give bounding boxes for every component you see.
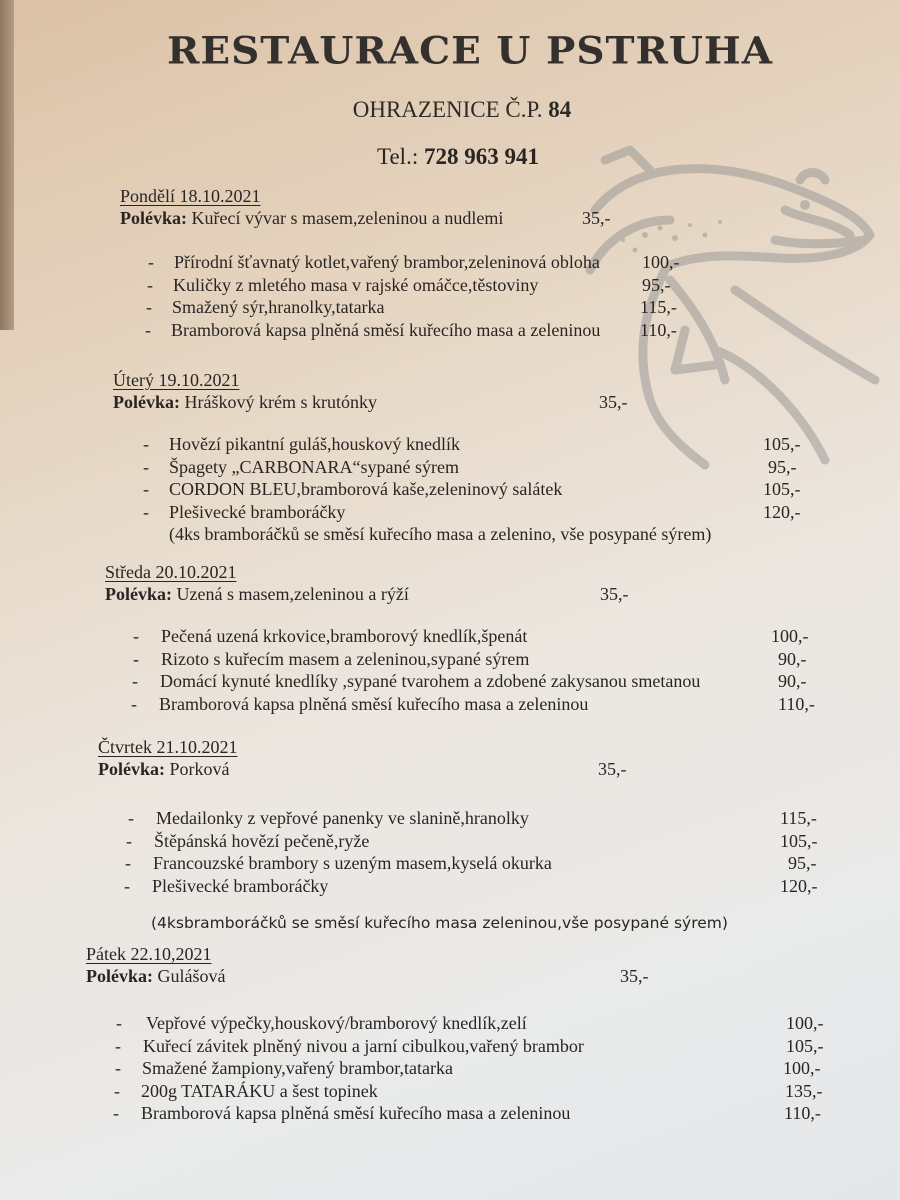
item-name: Bramborová kapsa plněná směsí kuřecího masa a zeleninou: [141, 1103, 571, 1123]
day-heading: Čtvrtek 21.10.2021: [98, 737, 238, 757]
item-price: 105,-: [763, 434, 801, 454]
soup-row: [105, 584, 629, 606]
item-name: Plešivecké bramboráčky: [169, 501, 346, 522]
item-note: (4ksbramboráčků se směsí kuřecího masa zeleninou,vše posypané sýrem): [151, 914, 728, 932]
menu-item: [113, 456, 797, 480]
soup-row: [86, 966, 649, 988]
item-name: Kuličky z mletého masa v rajské omáčce,těstoviny: [173, 274, 539, 295]
soup-label: Polévka:: [105, 584, 172, 604]
menu-item: [113, 479, 801, 502]
item-price: 90,-: [778, 648, 807, 669]
item-name: Bramborová kapsa plněná směsí kuřecího masa a zeleninou: [171, 319, 601, 340]
address-street: OHRAZENICE Č.P.: [352, 97, 543, 122]
item-name: Bramborová kapsa plněná směsí kuřecího masa a zeleninou: [159, 693, 589, 714]
bullet-dash: -: [125, 853, 131, 873]
bullet-dash: -: [114, 1080, 120, 1101]
item-price: 115,-: [640, 297, 677, 317]
soup-price: 35,-: [598, 759, 627, 779]
item-price: 100,-: [783, 1058, 821, 1078]
soup-label: Polévka:: [98, 759, 165, 779]
soup-name: Porková: [169, 759, 230, 779]
menu-item: [120, 252, 680, 275]
soup-label: Polévka:: [113, 392, 180, 412]
item-name: Špagety „CARBONARA“sypané sýrem: [169, 456, 459, 477]
item-note: (4ks bramboráčků se směsí kuřecího masa a zelenino, vše posypané sýrem): [169, 524, 712, 544]
item-name: Plešivecké bramboráčky: [152, 875, 329, 896]
item-name: Štěpánská hovězí pečeně,ryže: [154, 830, 370, 851]
bullet-dash: -: [116, 1013, 122, 1033]
item-name: Vepřové výpečky,houskový/bramborový knedlík,zelí: [146, 1013, 527, 1033]
day-section-thursday: [98, 737, 818, 932]
item-name: Medailonky z vepřové panenky ve slanině,hranolky: [156, 808, 529, 828]
item-name: CORDON BLEU,bramborová kaše,zeleninový salátek: [169, 479, 563, 499]
item-name: Pečená uzená krkovice,bramborový knedlík,špenát: [161, 626, 528, 646]
bullet-dash: -: [133, 626, 139, 646]
item-price: 100,-: [642, 252, 680, 272]
restaurant-name: RESTAURACE U PSTRUHA: [166, 29, 774, 73]
bullet-dash: -: [124, 875, 130, 896]
phone-number: 728 963 941: [423, 144, 539, 169]
item-price: 135,-: [785, 1080, 823, 1101]
day-heading: Pondělí 18.10.2021: [120, 186, 261, 206]
menu-item: [120, 319, 677, 343]
soup-price: 35,-: [599, 392, 628, 412]
item-price: 100,-: [771, 626, 809, 646]
soup-price: 35,-: [582, 208, 611, 228]
menu-item: [86, 1080, 823, 1104]
soup-price: 35,-: [620, 966, 649, 986]
item-price: 120,-: [780, 875, 818, 896]
item-price: 100,-: [786, 1013, 824, 1033]
item-name: Domácí kynuté knedlíky ,sypané tvarohem a zdobené zakysanou smetanou: [160, 671, 701, 691]
item-price: 105,-: [780, 830, 818, 851]
soup-name: Uzená s masem,zeleninou a rýží: [176, 584, 409, 604]
menu-item: [98, 875, 818, 899]
item-price: 90,-: [778, 671, 807, 691]
item-name: Rizoto s kuřecím masem a zeleninou,sypané sýrem: [161, 648, 530, 669]
address-number: 84: [548, 97, 572, 122]
item-name: 200g TATARÁKU a šest topinek: [141, 1080, 378, 1101]
item-name: Kuřecí závitek plněný nivou a jarní cibulkou,vařený brambor: [143, 1035, 584, 1056]
soup-name: Gulášová: [157, 966, 226, 986]
soup-label: Polévka:: [86, 966, 153, 986]
bullet-dash: -: [146, 297, 152, 317]
menu-item: [105, 626, 809, 649]
menu-item: [120, 274, 671, 298]
menu-item: [86, 1013, 824, 1036]
restaurant-address: [12, 97, 900, 123]
bullet-dash: -: [132, 671, 138, 691]
soup-name: Hráškový krém s krutónky: [184, 392, 377, 412]
item-price: 95,-: [642, 274, 671, 295]
bullet-dash: -: [131, 693, 137, 714]
soup-row: [120, 208, 611, 230]
menu-item: [105, 693, 815, 717]
soup-name: Kuřecí vývar s masem,zeleninou a nudlemi: [191, 208, 504, 228]
day-section-monday: [120, 186, 680, 342]
bullet-dash: -: [143, 479, 149, 499]
item-price: 115,-: [780, 808, 817, 828]
menu-item: [86, 1035, 824, 1059]
day-section-friday: [86, 944, 824, 1126]
day-heading: Pátek 22.10,2021: [86, 944, 212, 964]
bullet-dash: -: [143, 456, 149, 477]
bullet-dash: -: [145, 319, 151, 340]
menu-item: [113, 501, 801, 525]
bullet-dash: -: [148, 252, 154, 272]
item-price: 120,-: [763, 501, 801, 522]
item-price: 110,-: [784, 1103, 821, 1123]
menu-item: [120, 297, 677, 320]
item-name: Hovězí pikantní guláš,houskový knedlík: [169, 434, 460, 454]
day-heading: Úterý 19.10.2021: [113, 370, 240, 390]
item-name: Francouzské brambory s uzeným masem,kyselá okurka: [153, 853, 552, 873]
bullet-dash: -: [115, 1035, 121, 1056]
bullet-dash: -: [113, 1103, 119, 1123]
bullet-dash: -: [128, 808, 134, 828]
item-price: 105,-: [763, 479, 801, 499]
soup-row: [113, 392, 655, 414]
item-name: Smažené žampiony,vařený brambor,tatarka: [142, 1058, 453, 1078]
menu-item: [105, 671, 807, 694]
item-price: 95,-: [788, 853, 817, 873]
day-section-tuesday: [113, 370, 801, 545]
bullet-dash: -: [147, 274, 153, 295]
soup-label: Polévka:: [120, 208, 187, 228]
item-price: 110,-: [640, 319, 677, 340]
menu-item: [113, 434, 801, 457]
bullet-dash: -: [143, 434, 149, 454]
item-name: Smažený sýr,hranolky,tatarka: [172, 297, 385, 317]
menu-item: [105, 648, 807, 672]
menu-item: [98, 808, 817, 831]
item-price: 105,-: [786, 1035, 824, 1056]
menu-item: [86, 1103, 821, 1126]
bullet-dash: -: [126, 830, 132, 851]
item-name: Přírodní šťavnatý kotlet,vařený brambor,zeleninová obloha: [174, 252, 600, 272]
soup-row: [98, 759, 675, 781]
bullet-dash: -: [133, 648, 139, 669]
day-section-wednesday: [105, 562, 815, 716]
day-heading: Středa 20.10.2021: [105, 562, 237, 582]
item-price: 95,-: [768, 456, 797, 477]
bullet-dash: -: [143, 501, 149, 522]
bullet-dash: -: [115, 1058, 121, 1078]
menu-item: [98, 853, 817, 876]
menu-item: [86, 1058, 821, 1081]
item-price: 110,-: [778, 693, 815, 714]
phone-label: Tel.:: [377, 144, 419, 169]
restaurant-phone: [8, 144, 900, 170]
soup-price: 35,-: [600, 584, 629, 604]
menu-item: [98, 830, 818, 854]
